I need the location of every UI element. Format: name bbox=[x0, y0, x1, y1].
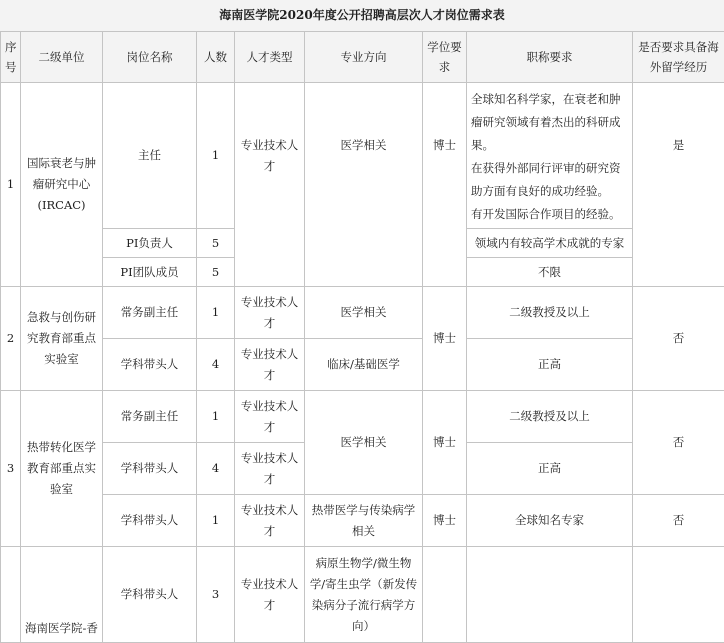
cell-count: 5 bbox=[197, 258, 235, 287]
cell-title-req: 二级教授及以上 bbox=[467, 391, 633, 443]
cell-type: 专业技术人才 bbox=[235, 495, 305, 547]
cell-count: 1 bbox=[197, 287, 235, 339]
cell-count: 1 bbox=[197, 83, 235, 229]
cell-post: 学科带头人 bbox=[103, 443, 197, 495]
cell-major: 临床/基础医学 bbox=[305, 339, 423, 391]
cell-post: 主任 bbox=[103, 83, 197, 229]
cell-title-req: 领域内有较高学术成就的专家 bbox=[467, 229, 633, 258]
cell-post: 常务副主任 bbox=[103, 391, 197, 443]
cell-major: 医学相关 bbox=[305, 391, 423, 495]
cell-title-req: 正高 bbox=[467, 443, 633, 495]
cell-post: PI团队成员 bbox=[103, 258, 197, 287]
table-row bbox=[1, 547, 724, 643]
cell-post: 学科带头人 bbox=[103, 339, 197, 391]
cell-major: 病原生物学/微生物学/寄生虫学（新发传染病分子流行病学方向） bbox=[305, 547, 423, 643]
cell-no: 3 bbox=[1, 391, 21, 547]
cell-overseas bbox=[633, 547, 724, 643]
header-degree: 学位要求 bbox=[423, 32, 467, 83]
cell-overseas: 否 bbox=[633, 391, 724, 495]
cell-count: 5 bbox=[197, 229, 235, 258]
cell-title-req: 全球知名专家 bbox=[467, 495, 633, 547]
cell-overseas: 否 bbox=[633, 495, 724, 547]
cell-count: 4 bbox=[197, 339, 235, 391]
header-no: 序号 bbox=[1, 32, 21, 83]
header-title-req: 职称要求 bbox=[467, 32, 633, 83]
header-major: 专业方向 bbox=[305, 32, 423, 83]
cell-post: PI负责人 bbox=[103, 229, 197, 258]
cell-title-req bbox=[467, 83, 633, 229]
cell-type: 专业技术人才 bbox=[235, 83, 305, 287]
cell-degree: 博士 bbox=[423, 495, 467, 547]
cell-type: 专业技术人才 bbox=[235, 287, 305, 339]
req-line: 有开发国际合作项目的经验。 bbox=[471, 203, 628, 226]
job-requirements-table bbox=[0, 31, 724, 643]
req-line: 在获得外部同行评审的研究资助方面有良好的成功经验。 bbox=[471, 157, 628, 203]
header-count: 人数 bbox=[197, 32, 235, 83]
cell-post: 学科带头人 bbox=[103, 495, 197, 547]
header-overseas: 是否要求具备海外留学经历 bbox=[633, 32, 724, 83]
table-header-row bbox=[1, 32, 724, 83]
cell-degree: 博士 bbox=[423, 287, 467, 391]
table-row bbox=[1, 83, 724, 229]
cell-type: 专业技术人才 bbox=[235, 443, 305, 495]
cell-no: 1 bbox=[1, 83, 21, 287]
cell-type: 专业技术人才 bbox=[235, 547, 305, 643]
cell-overseas: 否 bbox=[633, 287, 724, 391]
cell-count: 4 bbox=[197, 443, 235, 495]
cell-no: 2 bbox=[1, 287, 21, 391]
cell-count: 1 bbox=[197, 391, 235, 443]
table-row bbox=[1, 287, 724, 339]
cell-count: 1 bbox=[197, 495, 235, 547]
cell-unit: 急救与创伤研究教育部重点实验室 bbox=[21, 287, 103, 391]
table-row bbox=[1, 495, 724, 547]
cell-count: 3 bbox=[197, 547, 235, 643]
cell-title-req: 正高 bbox=[467, 339, 633, 391]
cell-degree bbox=[423, 547, 467, 643]
req-line: 全球知名科学家，在衰老和肿瘤研究领域有着杰出的科研成果。 bbox=[471, 88, 628, 157]
header-unit: 二级单位 bbox=[21, 32, 103, 83]
cell-title-req: 不限 bbox=[467, 258, 633, 287]
cell-degree: 博士 bbox=[423, 391, 467, 495]
cell-unit: 海南医学院-香 bbox=[21, 547, 103, 643]
cell-major: 医学相关 bbox=[305, 287, 423, 339]
cell-major: 医学相关 bbox=[305, 83, 423, 287]
cell-type: 专业技术人才 bbox=[235, 339, 305, 391]
cell-no bbox=[1, 547, 21, 643]
cell-degree: 博士 bbox=[423, 83, 467, 287]
cell-type: 专业技术人才 bbox=[235, 391, 305, 443]
cell-overseas: 是 bbox=[633, 83, 724, 287]
cell-major: 热带医学与传染病学相关 bbox=[305, 495, 423, 547]
cell-title-req bbox=[467, 547, 633, 643]
cell-unit: 热带转化医学教育部重点实验室 bbox=[21, 391, 103, 547]
cell-post: 学科带头人 bbox=[103, 547, 197, 643]
table-row bbox=[1, 339, 724, 391]
cell-title-req: 二级教授及以上 bbox=[467, 287, 633, 339]
header-post: 岗位名称 bbox=[103, 32, 197, 83]
page-title: 海南医学院2020年度公开招聘高层次人才岗位需求表 bbox=[0, 0, 724, 32]
cell-unit: 国际衰老与肿瘤研究中心(IRCAC) bbox=[21, 83, 103, 287]
table-row bbox=[1, 391, 724, 443]
header-type: 人才类型 bbox=[235, 32, 305, 83]
cell-post: 常务副主任 bbox=[103, 287, 197, 339]
